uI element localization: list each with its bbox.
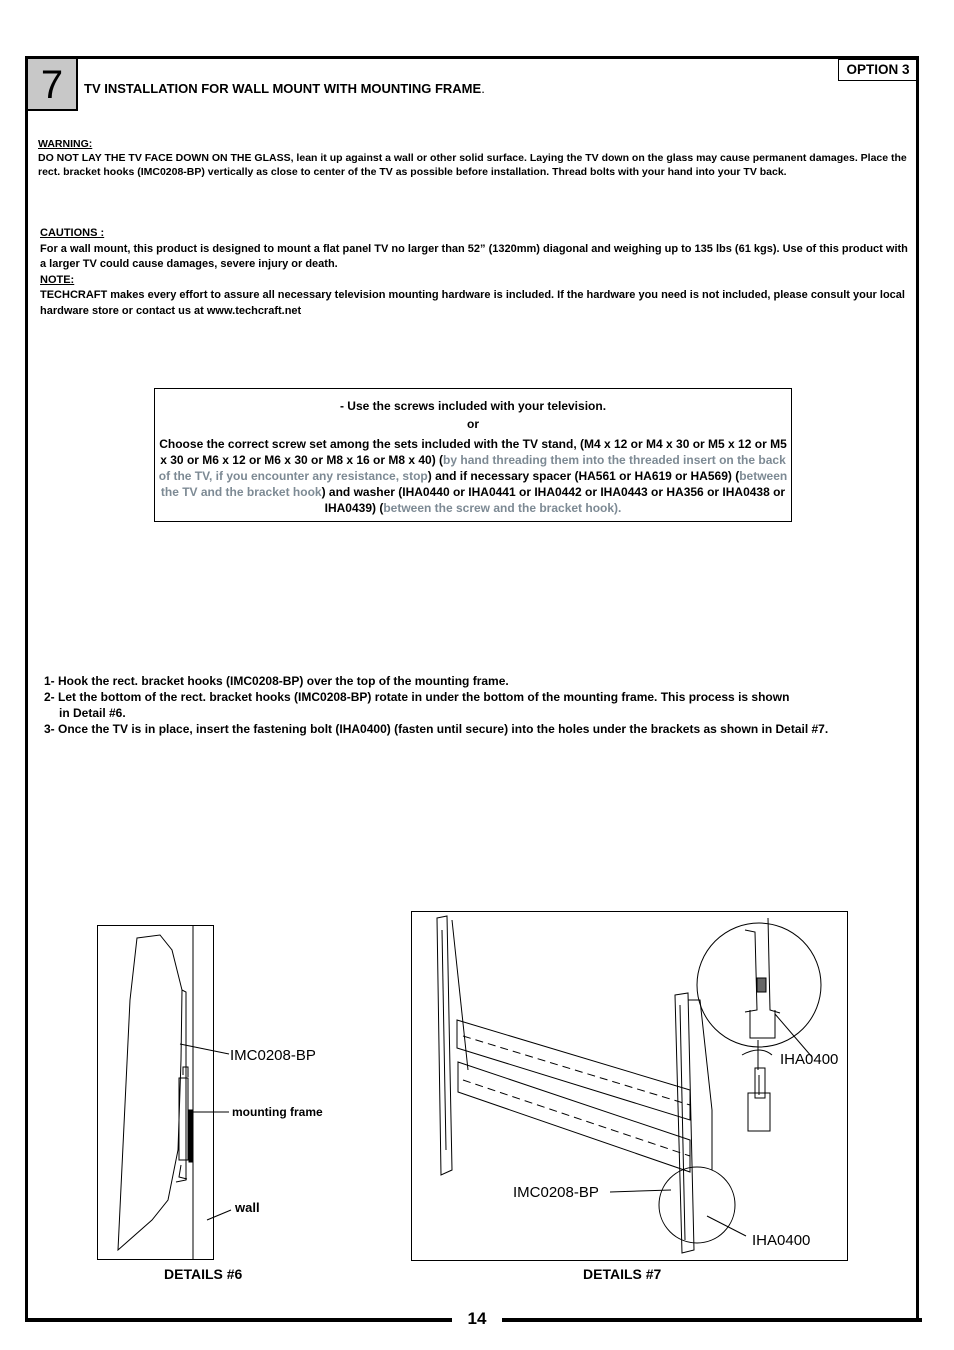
step-title-text: TV INSTALLATION FOR WALL MOUNT WITH MOUNTING FRAME bbox=[84, 81, 482, 96]
label-iha0400-top: IHA0400 bbox=[780, 1051, 839, 1068]
option-badge: OPTION 3 bbox=[838, 59, 918, 81]
screw-grey-1: by hand threading them into the threaded insert on the back of the TV, if you encounter any resistance, stop bbox=[158, 453, 786, 483]
screw-part-1: Choose the correct screw set among the sets included with the TV stand, (M4 x 12 or M4 x 30 or M5 x 12 or M5 x 30 or M6 x 12 or M6 x 30 or M8 x 16 or M8 x 40) ( bbox=[159, 437, 787, 467]
detail-7-figure bbox=[411, 911, 848, 1261]
screw-grey-3: between the screw and the bracket hook). bbox=[383, 501, 622, 515]
note-heading: NOTE: bbox=[40, 273, 75, 286]
screw-part-3: ) and washer (IHA0440 or IHA0441 or IHA0442 or IHA0443 or HA356 or IHA0438 or IHA0439) ( bbox=[321, 485, 786, 515]
step-number: 7 bbox=[28, 59, 78, 111]
screw-line-1: - Use the screws included with your television. bbox=[339, 399, 607, 413]
step-title-punct: . bbox=[481, 81, 485, 96]
label-imc0208-detail6: IMC0208-BP bbox=[230, 1047, 316, 1064]
cautions-heading: CAUTIONS : bbox=[40, 227, 105, 239]
page-number: 14 bbox=[467, 1309, 487, 1328]
tv-profile bbox=[118, 935, 182, 1250]
screw-part-2: ) and if necessary spacer (HA561 or HA619 or HA569) ( bbox=[427, 469, 740, 483]
label-imc0208-detail7: IMC0208-BP bbox=[513, 1184, 599, 1201]
label-wall: wall bbox=[235, 1200, 260, 1215]
note-text: TECHCRAFT makes every effort to assure all necessary television mounting hardware is included. If the hardware you need is not included, please consult your local hardware store or contact us at www.techcraft.net bbox=[40, 289, 905, 317]
label-mounting-frame: mounting frame bbox=[232, 1105, 323, 1119]
step-item-2-cont: in Detail #6. bbox=[59, 706, 126, 720]
label-iha0400-bottom: IHA0400 bbox=[752, 1232, 811, 1249]
leader-bracket-6 bbox=[180, 1044, 229, 1054]
caption-details-7: DETAILS #7 bbox=[583, 1266, 662, 1282]
cautions-text: For a wall mount, this product is designed to mount a flat panel TV no larger than 52” (1320mm) diagonal and weighing up to 135 lbs (61 kgs). Use of this product with a larger TV could cause damages, severe injury or death. bbox=[40, 242, 908, 270]
screw-grey-2: between the TV and the bracket hook bbox=[160, 469, 788, 499]
step-item-1: 1- Hook the rect. bracket hooks (IMC0208-BP) over the top of the mounting frame. bbox=[44, 674, 509, 688]
step-item-2: 2- Let the bottom of the rect. bracket hooks (IMC0208-BP) rotate in under the bottom of the mounting frame. This process is shown bbox=[44, 690, 790, 704]
step-item-3: 3- Once the TV is in place, insert the fastening bolt (IHA0400) (fasten until secure) into the holes under the brackets as shown in Detail #7. bbox=[44, 722, 829, 736]
warning-text: DO NOT LAY THE TV FACE DOWN ON THE GLASS, lean it up against a wall or other solid surface. Laying the TV down on the glass may cause permanent damages. Place the rect. bracket hooks (IMC0208-BP) vertically as close to center of the TV as possible before installation. Thread bolts with your hand into your TV back. bbox=[38, 152, 907, 178]
caption-details-6: DETAILS #6 bbox=[164, 1266, 243, 1282]
leader-wall-6 bbox=[207, 1210, 231, 1220]
screw-or: or bbox=[467, 417, 479, 431]
warning-heading: WARNING: bbox=[38, 138, 93, 150]
detail-6-drawing bbox=[118, 926, 193, 1259]
